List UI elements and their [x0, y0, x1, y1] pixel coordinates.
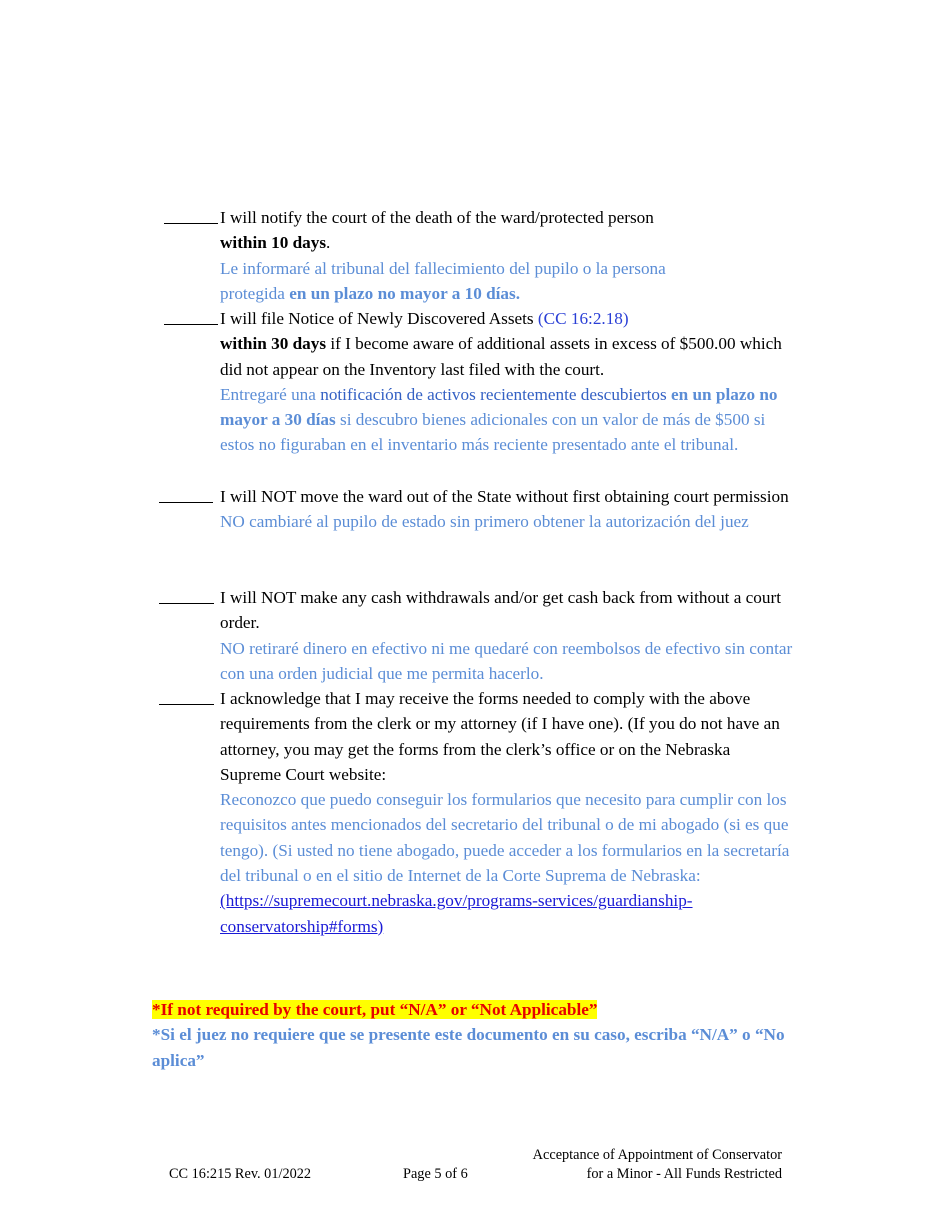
forms-website-link[interactable]: (https://supremecourt.nebraska.gov/programs-services/guardianship-conservatorship#forms): [220, 891, 693, 936]
form-title-line-1: Acceptance of Appointment of Conservator: [532, 1147, 782, 1163]
note-spanish: *Si el juez no requiere que se presente este documento en su caso, escriba “N/A” o “No aplica”: [152, 1025, 785, 1070]
english-text: I will file Notice of Newly Discovered Assets (CC 16:2.18) within 30 days if I become aware of additional assets in excess of $500.00 which did not appear on the Inventory last filed with the court.: [220, 309, 782, 379]
spanish-text: Reconozco que puedo conseguir los formularios que necesito para cumplir con los requisitos antes mencionados del secretario del tribunal o de mi abogado (si es que tengo). (Si usted no tiene abogado, puede acceder a los formularios en la secretaría del tribunal o en el sitio de Internet de la Corte Suprema de Nebraska:: [220, 790, 790, 886]
item-text: [220, 585, 795, 686]
form-title: [462, 1146, 782, 1184]
initials-blank[interactable]: [159, 585, 214, 604]
form-title-line-2: for a Minor - All Funds Restricted: [586, 1166, 782, 1182]
english-text: I will notify the court of the death of the ward/protected person within 10 days.: [220, 208, 654, 253]
item-text: [220, 205, 795, 306]
forms-link-wrapper: [220, 888, 780, 939]
item-text: [220, 306, 795, 458]
initials-blank[interactable]: [159, 484, 213, 503]
not-applicable-note: [152, 997, 802, 1073]
page-number: Page 5 of 6: [403, 1166, 468, 1182]
spanish-text: Entregaré una notificación de activos recientemente descubiertos en un plazo no mayor a 30 días si descubro bienes adicionales con un valor de más de $500 si estos no figuraban en el inventario más reciente presentado ante el tribunal.: [220, 384, 778, 455]
initials-blank[interactable]: [164, 205, 218, 224]
spanish-text: Le informaré al tribunal del fallecimiento del pupilo o la persona protegida en un plazo no mayor a 10 días.: [220, 258, 666, 303]
spanish-text: NO cambiaré al pupilo de estado sin primero obtener la autorización del juez: [220, 512, 749, 532]
initials-blank[interactable]: [159, 686, 214, 705]
spanish-text: NO retiraré dinero en efectivo ni me quedaré con reembolsos de efectivo sin contar con una orden judicial que me permita hacerlo.: [220, 638, 793, 683]
initials-blank[interactable]: [164, 306, 218, 325]
item-text: [220, 686, 795, 939]
item-text: [220, 484, 795, 535]
form-id: CC 16:215 Rev. 01/2022: [169, 1166, 312, 1182]
english-text: I acknowledge that I may receive the forms needed to comply with the above requirements from the clerk or my attorney (if I have one). (If you do not have an attorney, you may get the forms from the clerk’s office or on the Nebraska Supreme Court website:: [220, 689, 780, 784]
note-english: *If not required by the court, put “N/A” or “Not Applicable”: [152, 1000, 598, 1019]
form-reference: (CC 16:2.18): [537, 309, 629, 328]
english-text: I will NOT make any cash withdrawals and/or get cash back from without a court order.: [220, 588, 781, 633]
english-text: I will NOT move the ward out of the State without first obtaining court permission: [220, 487, 789, 506]
